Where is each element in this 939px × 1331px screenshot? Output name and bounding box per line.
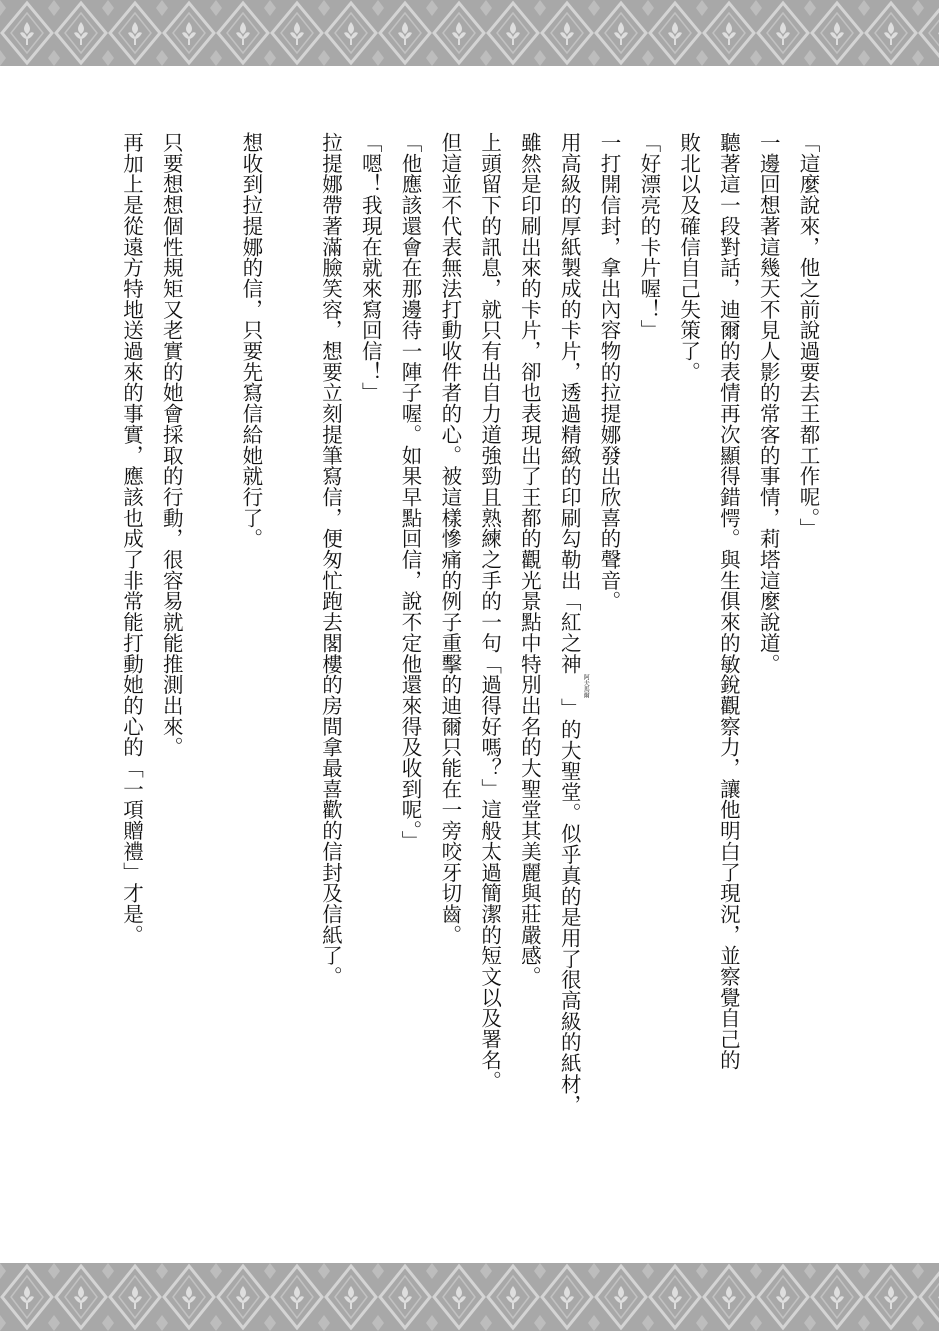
text-line: 想收到拉提娜的信，只要先寫信給她就行了。: [238, 132, 263, 549]
text-line: 雖然是印刷出來的卡片，卻也表現出了王都的觀光景點中特別出名的大聖堂其美麗與莊嚴感。: [517, 132, 542, 987]
bottom-decorative-border: [0, 1263, 939, 1331]
top-decorative-border: [0, 0, 939, 66]
text-line: 「好漂亮的卡片喔！」: [636, 132, 661, 341]
text-line: 「嗯！我現在就來寫回信！」: [358, 132, 383, 404]
text-line: 敗北以及確信自己失策了。: [676, 132, 701, 383]
text-line: 上頭留下的訊息，就只有出自力道強勁且熟練之手的一句「過得好嗎？」這般太過簡潔的短文以及署名。: [477, 132, 502, 1092]
text-line: 一邊回想著這幾天不見人影的常客的事情，莉塔這麼說道。: [756, 132, 781, 675]
text-line-part: 用高級的厚紙製成的卡片，透過精緻的印刷勾勒出「紅之神: [557, 132, 582, 675]
section-gap: [190, 132, 230, 1242]
text-line: 聽著這一段對話，迪爾的表情再次顯得錯愕。與生俱來的敏銳觀察力，讓他明白了現況，並察覺自己的: [716, 132, 741, 1071]
text-line-with-ruby: [548, 132, 588, 1242]
ruby-annotation: 阿夫馬爾: [582, 674, 590, 699]
text-line: 再加上是從遠方特地送過來的事實，應該也成了非常能打動她的心的「一項贈禮」才是。: [119, 132, 144, 946]
text-line: 「這麼說來，他之前說過要去王都工作呢。」: [796, 132, 820, 539]
text-line: 但這並不代表無法打動收件者的心。被這樣慘痛的例子重擊的迪爾只能在一旁咬牙切齒。: [437, 132, 462, 946]
text-line: 一打開信封，拿出內容物的拉提娜發出欣喜的聲音。: [597, 132, 622, 612]
text-line-part: 」的大聖堂。似乎真的是用了很高級的紙材，: [557, 698, 582, 1116]
text-line: 只要想想個性規矩又老實的她會採取的行動，很容易就能推測出來。: [159, 132, 184, 758]
vertical-text-body: [111, 132, 827, 1242]
section-gap: [270, 132, 310, 1242]
diamond-pattern-top: [0, 0, 939, 66]
diamond-pattern-bottom: [0, 1263, 939, 1331]
text-line: 拉提娜帶著滿臉笑容，想要立刻提筆寫信，便匆忙跑去閣樓的房間拿最喜歡的信封及信紙了。: [318, 132, 343, 987]
text-line: 「他應該還會在那邊待一陣子喔。如果早點回信，說不定他還來得及收到呢。」: [398, 132, 423, 852]
